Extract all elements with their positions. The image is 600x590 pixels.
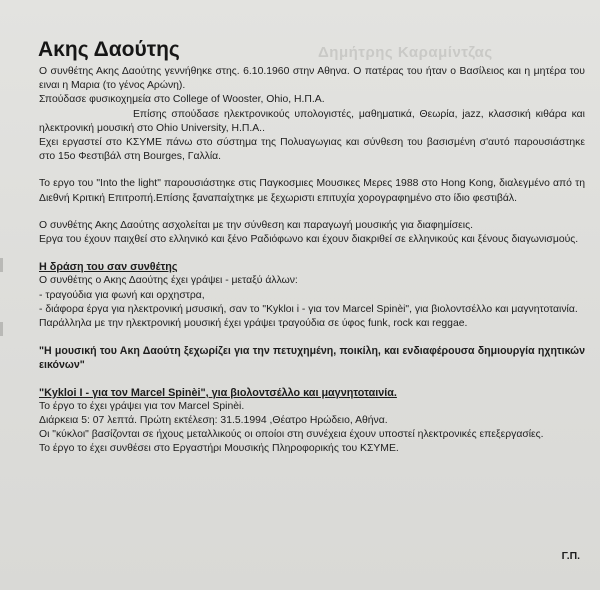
- quote: "Η μουσική του Ακη Δαούτη ξεχωρίζει για την πετυχημένη, ποικίλη, και ενδιαφέρουσα δημιουργία ηχητικών εικόνων": [39, 345, 585, 372]
- activity-parallel: Παράλληλα με την ηλεκτρονική μουσική έχει γράψει τραγούδια σε ύφος funk, rock και reggae.: [39, 318, 468, 330]
- bio-paragraph: [39, 108, 585, 136]
- work-line: Οι "κύκλοι" βασίζονται σε ήχους μεταλλικούς οι οποίοι στη συνέχεια έχουν υποστεί ηλεκτρονικές επεξεργασίες.: [39, 429, 544, 441]
- bio-paragraph: Ο συνθέτης Ακης Δαούτης γεννήθηκε στης. 6.10.1960 στην Αθηνα. Ο πατέρας του ήταν ο Βασίλειος και η μητέρα του ειναι η Μαρια (το γένος Αρώνη).: [39, 66, 585, 92]
- bio-paragraph: Σπούδασε φυσικοχημεία στο College of Wooster, Ohio, Η.Π.Α.: [39, 94, 325, 106]
- work-line: Διάρκεια 5: 07 λεπτά. Πρώτη εκτέλεση: 31.5.1994 ,Θέατρο Ηρώδειο, Αθήνα.: [39, 415, 388, 427]
- activity-intro: Ο συνθέτης ο Ακης Δαούτης έχει γράψει - μεταξύ άλλων:: [39, 275, 298, 287]
- edge-mark: [0, 258, 3, 272]
- bio-paragraph: Εχει εργαστεί στο ΚΣΥΜΕ πάνω στο σύστημα της Πολυαγωγιας και σύνθεση του βασισμένη σ'αυτό παρουσιάστηκε στο 15ο Φεστιβάλ στη Bourges, Γαλλία.: [39, 137, 585, 163]
- activity-item: - διάφορα έργα για ηλεκτρονική μσυσική, σαν το "Kyklοι i - για τον Marcel Spinèi", για βιολοντσέλλο και μαγνητοταινία.: [39, 303, 578, 315]
- work-heading: "Kyklοi I - για τον Marcel Spinèi", για βιολοντσέλλο και μαγνητοταινία.: [39, 386, 397, 399]
- bio-text: Επίσης σπούδασε ηλεκτρονικούς υπολογιστές, μαθηματικά, Θεωρία, jazz, κλασσική κιθάρα και ηλεκτρονική μουσική στο Ohio University, Η.Π.Α..: [39, 108, 585, 134]
- work-line: Το έργο το έχει γράψει για τον Marcel Spinèi.: [39, 400, 245, 412]
- composition-paragraph: Ο συνθέτης Ακης Δαούτης ασχολείται με την σύνθεση και παραγωγή μουσικής για διαφημίσεις.: [39, 219, 473, 231]
- article: [39, 38, 585, 457]
- activity-heading: Η δράση του σαν συνθέτης: [39, 261, 178, 274]
- signature: Γ.Π.: [561, 551, 580, 562]
- edge-mark: [0, 322, 3, 336]
- page-title: Ακης Δαούτης: [38, 38, 180, 61]
- activity-item: - τραγούδια για φωνή και ορχηστρα,: [39, 289, 205, 301]
- into-the-light-paragraph: Το εργο του "Into the light" παρουσιάστηκε στις Παγκοσμιες Μουσικες Μερες 1988 στο Hong Kong, διαλεγμένο από τη Διεθνή Κριτική Επιτροπή.Επίσης ξαναπαίχτηκε με ξεχωριστι επιτυχία χορογραφημένο στο ίδιο φεστιβάλ.: [39, 178, 585, 204]
- work-line: Το έργο το έχει συνθέσει στο Εργαστήρι Μουσικής Πληροφορικής του ΚΣΥΜΕ.: [39, 443, 399, 455]
- bleed-through-text: Δημήτρης Καραμίντζας: [318, 44, 493, 61]
- composition-paragraph: Εργα του έχουν παιχθεί στο ελληνικό και ξένο Ραδιόφωνο και έχουν διακριθεί σε ελληνικούς και ξένους διαγωνισμούς.: [39, 234, 579, 246]
